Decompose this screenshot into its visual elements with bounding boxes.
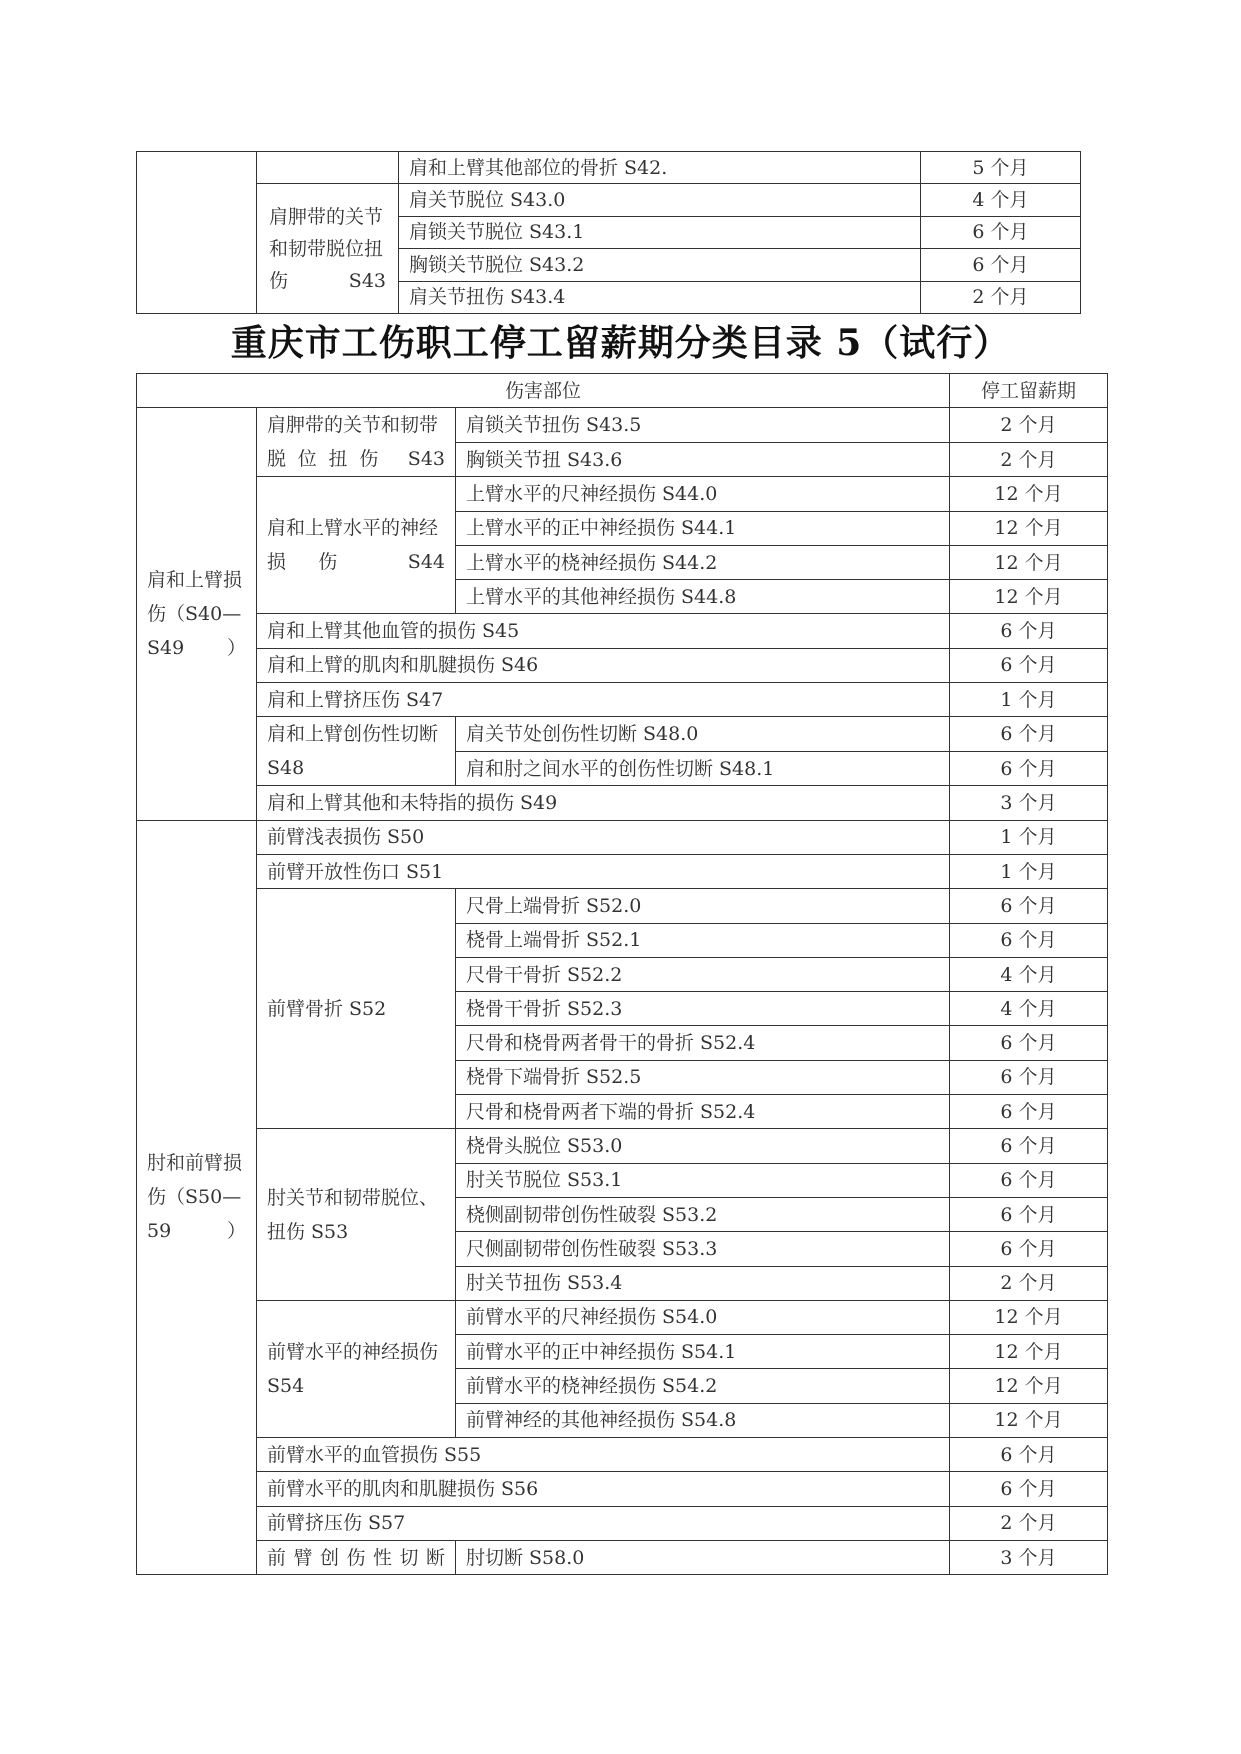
table-row (137, 1129, 1108, 1163)
item-period: 12 个月 (950, 1403, 1108, 1437)
item-name: 前臂水平的桡神经损伤 S54.2 (456, 1369, 950, 1403)
table-row (137, 854, 1108, 888)
item-name: 前臂挤压伤 S57 (257, 1506, 950, 1540)
item-period: 2 个月 (921, 281, 1081, 313)
item-period: 6 个月 (921, 216, 1081, 248)
item-period: 2 个月 (950, 442, 1108, 477)
table-row (137, 648, 1108, 682)
table-row (137, 1540, 1108, 1574)
table-row (137, 1472, 1108, 1506)
item-period: 12 个月 (950, 545, 1108, 579)
item-name: 肩和上臂其他血管的损伤 S45 (257, 614, 950, 648)
item-period: 4 个月 (921, 184, 1081, 216)
item-name: 肘关节扭伤 S53.4 (456, 1266, 950, 1300)
header-period: 停工留薪期 (950, 374, 1108, 408)
item-name: 前臂水平的血管损伤 S55 (257, 1438, 950, 1472)
item-name: 肩和肘之间水平的创伤性切断 S48.1 (456, 751, 950, 786)
group-cell: 前臂水平的神经损伤 S54 (257, 1300, 456, 1437)
item-name: 前臂开放性伤口 S51 (257, 854, 950, 888)
item-period: 6 个月 (950, 1095, 1108, 1129)
region-cell: 肩和上臂损伤（S40—S49） (137, 408, 257, 820)
item-period: 1 个月 (950, 854, 1108, 888)
item-period: 12 个月 (950, 1335, 1108, 1369)
item-period: 6 个月 (921, 249, 1081, 281)
group-cell: 前臂创伤性切断 (257, 1540, 456, 1574)
item-period: 6 个月 (950, 614, 1108, 648)
group-cell: 肩胛带的关节和韧带脱位扭伤 S43 (257, 184, 399, 314)
item-period: 3 个月 (950, 786, 1108, 820)
item-period: 12 个月 (950, 477, 1108, 511)
item-period: 2 个月 (950, 408, 1108, 443)
item-period: 6 个月 (950, 1026, 1108, 1060)
item-period: 6 个月 (950, 1438, 1108, 1472)
item-period: 4 个月 (950, 957, 1108, 991)
table-row (137, 477, 1108, 511)
item-period: 12 个月 (950, 511, 1108, 545)
item-period: 6 个月 (950, 889, 1108, 923)
table-row (137, 1506, 1108, 1540)
item-name: 桡骨上端骨折 S52.1 (456, 923, 950, 957)
item-period: 2 个月 (950, 1266, 1108, 1300)
item-name: 肩关节脱位 S43.0 (399, 184, 921, 216)
item-period: 5 个月 (921, 152, 1081, 184)
table-row (137, 1438, 1108, 1472)
continuation-table (136, 151, 1081, 314)
item-period: 6 个月 (950, 717, 1108, 752)
group-cell: 肩和上臂创伤性切断 S48 (257, 717, 456, 786)
item-period: 4 个月 (950, 992, 1108, 1026)
item-name: 上臂水平的其他神经损伤 S44.8 (456, 580, 950, 614)
item-period: 6 个月 (950, 1197, 1108, 1231)
item-name: 肩和上臂其他和未特指的损伤 S49 (257, 786, 950, 820)
item-period: 6 个月 (950, 1163, 1108, 1197)
table-row (137, 614, 1108, 648)
item-name: 肩关节扭伤 S43.4 (399, 281, 921, 313)
item-period: 12 个月 (950, 1369, 1108, 1403)
item-period: 1 个月 (950, 820, 1108, 854)
table-row (137, 717, 1108, 752)
group-cell: 肩胛带的关节和韧带脱位扭伤 S43 (257, 408, 456, 477)
table-row (137, 889, 1108, 923)
item-name: 胸锁关节扭 S43.6 (456, 442, 950, 477)
item-name: 上臂水平的桡神经损伤 S44.2 (456, 545, 950, 579)
region-cell (137, 152, 257, 314)
group-cell: 前臂骨折 S52 (257, 889, 456, 1129)
group-cell: 肘关节和韧带脱位、扭伤 S53 (257, 1129, 456, 1300)
item-name: 前臂水平的尺神经损伤 S54.0 (456, 1300, 950, 1334)
item-period: 6 个月 (950, 751, 1108, 786)
group-cell: 肩和上臂水平的神经损伤 S44 (257, 477, 456, 614)
item-name: 肘切断 S58.0 (456, 1540, 950, 1574)
item-period: 12 个月 (950, 1300, 1108, 1334)
item-name: 肩和上臂的肌肉和肌腱损伤 S46 (257, 648, 950, 682)
item-name: 尺骨和桡骨两者骨干的骨折 S52.4 (456, 1026, 950, 1060)
table-row (137, 408, 1108, 443)
item-period: 2 个月 (950, 1506, 1108, 1540)
item-name: 肩锁关节脱位 S43.1 (399, 216, 921, 248)
table-row (137, 786, 1108, 820)
table-row (137, 1300, 1108, 1334)
item-name: 前臂水平的肌肉和肌腱损伤 S56 (257, 1472, 950, 1506)
item-period: 6 个月 (950, 648, 1108, 682)
item-period: 6 个月 (950, 1232, 1108, 1266)
table-row (137, 820, 1108, 854)
item-name: 尺侧副韧带创伤性破裂 S53.3 (456, 1232, 950, 1266)
item-name: 桡骨下端骨折 S52.5 (456, 1060, 950, 1094)
table-header-row (137, 374, 1108, 408)
item-name: 肩和上臂其他部位的骨折 S42. (399, 152, 921, 184)
item-name: 尺骨干骨折 S52.2 (456, 957, 950, 991)
item-name: 肘关节脱位 S53.1 (456, 1163, 950, 1197)
item-name: 上臂水平的正中神经损伤 S44.1 (456, 511, 950, 545)
item-period: 12 个月 (950, 580, 1108, 614)
classification-table (136, 373, 1108, 1575)
item-period: 6 个月 (950, 1129, 1108, 1163)
item-period: 6 个月 (950, 1060, 1108, 1094)
table-row (137, 152, 1081, 184)
item-name: 桡骨干骨折 S52.3 (456, 992, 950, 1026)
table-row (137, 683, 1108, 717)
group-cell-empty (257, 152, 399, 184)
item-name: 上臂水平的尺神经损伤 S44.0 (456, 477, 950, 511)
item-period: 1 个月 (950, 683, 1108, 717)
item-name: 前臂浅表损伤 S50 (257, 820, 950, 854)
item-period: 3 个月 (950, 1540, 1108, 1574)
item-name: 前臂水平的正中神经损伤 S54.1 (456, 1335, 950, 1369)
item-name: 尺骨上端骨折 S52.0 (456, 889, 950, 923)
item-name: 肩锁关节扭伤 S43.5 (456, 408, 950, 443)
page-title: 重庆市工伤职工停工留薪期分类目录 5（试行） (230, 322, 1011, 364)
item-period: 6 个月 (950, 923, 1108, 957)
header-part: 伤害部位 (137, 374, 950, 408)
item-name: 桡骨头脱位 S53.0 (456, 1129, 950, 1163)
item-name: 前臂神经的其他神经损伤 S54.8 (456, 1403, 950, 1437)
item-name: 桡侧副韧带创伤性破裂 S53.2 (456, 1197, 950, 1231)
item-name: 肩和上臂挤压伤 S47 (257, 683, 950, 717)
item-name: 胸锁关节脱位 S43.2 (399, 249, 921, 281)
item-name: 肩关节处创伤性切断 S48.0 (456, 717, 950, 752)
item-period: 6 个月 (950, 1472, 1108, 1506)
item-name: 尺骨和桡骨两者下端的骨折 S52.4 (456, 1095, 950, 1129)
table-row (137, 184, 1081, 216)
region-cell: 肘和前臂损伤（S50—59） (137, 820, 257, 1575)
